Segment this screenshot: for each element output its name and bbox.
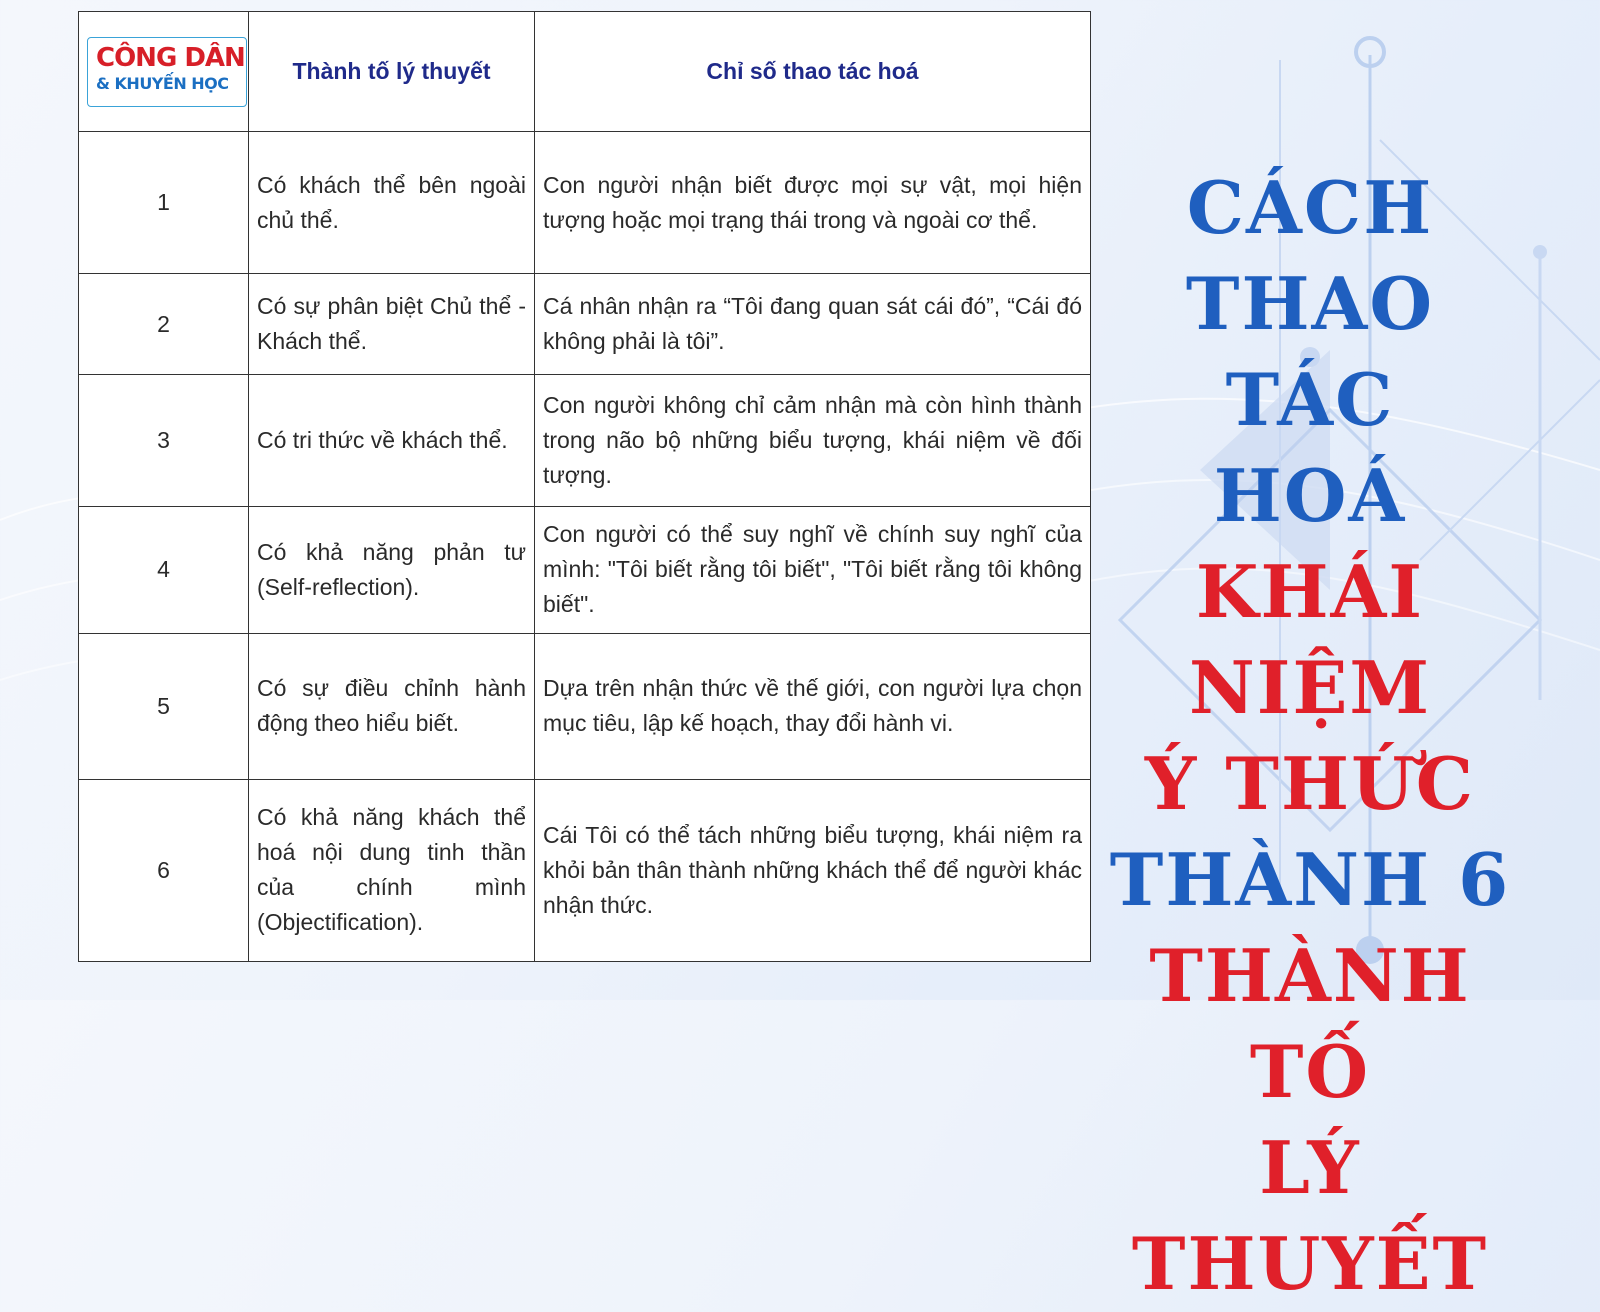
row-component: Có khả năng khách thể hoá nội dung tinh thần của chính mình (Objectification). xyxy=(249,779,535,961)
title-line: THAO TÁC xyxy=(1185,261,1435,442)
row-number: 2 xyxy=(79,274,249,375)
row-indicator: Con người nhận biết được mọi sự vật, mọi hiện tượng hoặc mọi trạng thái trong và ngoài cơ thể. xyxy=(535,132,1091,274)
row-number: 6 xyxy=(79,779,249,961)
row-indicator: Con người không chỉ cảm nhận mà còn hình thành trong não bộ những biểu tượng, khái niệm về đối tượng. xyxy=(535,375,1091,507)
row-component: Có sự điều chỉnh hành động theo hiểu biết. xyxy=(249,634,535,780)
row-number: 4 xyxy=(79,506,249,633)
row-number: 5 xyxy=(79,634,249,780)
row-indicator: Con người có thể suy nghĩ về chính suy nghĩ của mình: "Tôi biết rằng tôi biết", "Tôi biết rằng tôi không biết". xyxy=(535,506,1091,633)
row-indicator: Cái Tôi có thể tách những biểu tượng, khái niệm ra khỏi bản thân thành những khách thể để người khác nhận thức. xyxy=(535,779,1091,961)
row-indicator: Cá nhân nhận ra “Tôi đang quan sát cái đó”, “Cái đó không phải là tôi”. xyxy=(535,274,1091,375)
theory-table-container xyxy=(78,11,1090,962)
title-line: THÀNH 6 xyxy=(1109,837,1511,922)
header-component: Thành tố lý thuyết xyxy=(249,12,535,132)
row-number: 3 xyxy=(79,375,249,507)
title-line: HOÁ xyxy=(1213,453,1407,538)
header-indicator: Chỉ số thao tác hoá xyxy=(535,12,1091,132)
table-row xyxy=(79,132,1091,274)
title-line: LÝ THUYẾT xyxy=(1131,1125,1489,1306)
row-component: Có khách thể bên ngoài chủ thể. xyxy=(249,132,535,274)
title-line: Ý THỨC xyxy=(1144,741,1476,826)
theory-table xyxy=(78,11,1091,962)
title-line: KHÁI NIỆM xyxy=(1188,549,1432,730)
table-row xyxy=(79,779,1091,961)
page-title xyxy=(1090,160,1530,1312)
logo-cell xyxy=(79,12,249,132)
table-header-row xyxy=(79,12,1091,132)
table-row xyxy=(79,634,1091,780)
row-indicator: Dựa trên nhận thức về thế giới, con người lựa chọn mục tiêu, lập kế hoạch, thay đổi hành vi. xyxy=(535,634,1091,780)
publisher-logo: CÔNG DÂN & KHUYẾN HỌC xyxy=(87,37,247,107)
title-line: CÁCH xyxy=(1186,165,1434,250)
row-number: 1 xyxy=(79,132,249,274)
row-component: Có tri thức về khách thể. xyxy=(249,375,535,507)
row-component: Có khả năng phản tư (Self-reflection). xyxy=(249,506,535,633)
row-component: Có sự phân biệt Chủ thể - Khách thể. xyxy=(249,274,535,375)
table-row xyxy=(79,274,1091,375)
table-row xyxy=(79,375,1091,507)
title-line: THÀNH TỐ xyxy=(1149,933,1471,1114)
table-row xyxy=(79,506,1091,633)
